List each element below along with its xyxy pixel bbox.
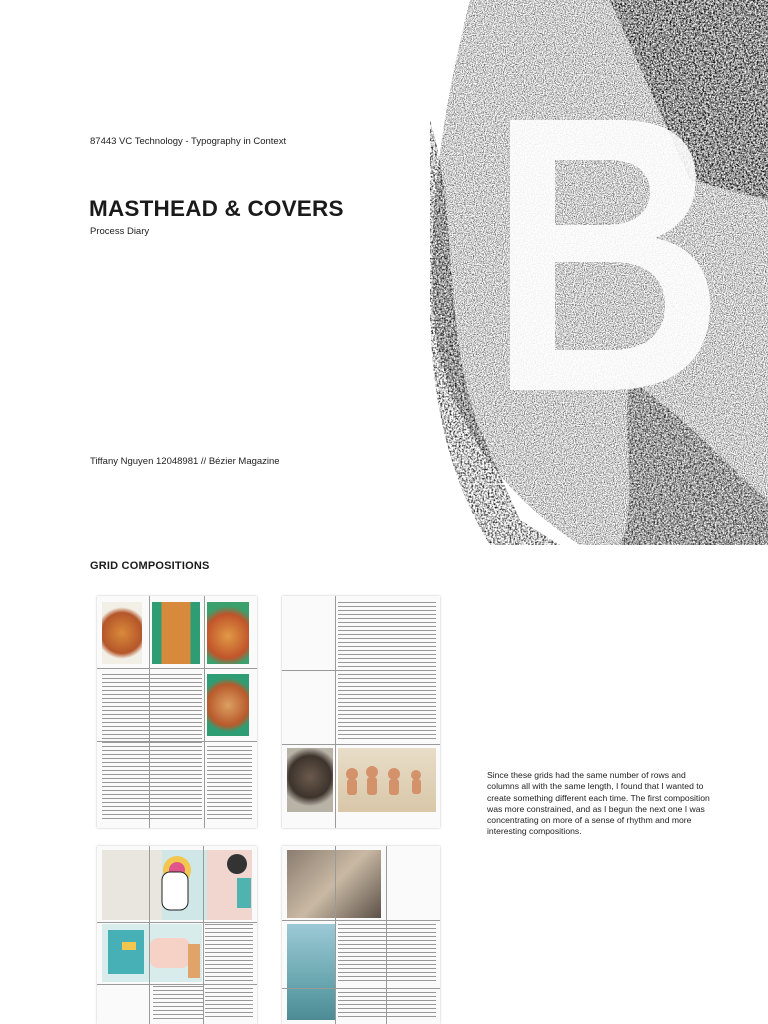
grid-composition-4: [282, 846, 440, 1024]
body-text-block: [207, 746, 252, 822]
stationery-photo: [102, 850, 252, 920]
body-text-block: [102, 674, 202, 822]
figurines-photo: [338, 748, 436, 812]
grid-composition-1: [97, 596, 257, 828]
stationery-shapes: [102, 850, 252, 920]
food-photo: [207, 602, 249, 664]
cards-shapes: [102, 924, 202, 982]
food-photo: [152, 602, 200, 664]
body-text-block: [153, 986, 203, 1020]
body-text-block: [205, 924, 253, 1020]
food-photo: [207, 674, 249, 736]
body-text-block: [338, 920, 436, 982]
water-photo: [287, 924, 335, 1020]
food-photo: [102, 602, 142, 664]
cards-photo: [102, 924, 202, 982]
figurine-shapes: [338, 748, 436, 812]
section-heading: GRID COMPOSITIONS: [90, 560, 210, 572]
object-photo: [287, 748, 333, 812]
course-code: 87443 VC Technology - Typography in Context: [90, 136, 287, 147]
ink-print-artwork: [430, 0, 768, 545]
page-title: MASTHEAD & COVERS: [89, 196, 344, 221]
grid-composition-2: [282, 596, 440, 828]
ink-print-b-graphic: [430, 0, 768, 545]
grid-composition-3: [97, 846, 257, 1024]
author-line: Tiffany Nguyen 12048981 // Bézier Magazine: [90, 456, 280, 467]
body-text-block: [338, 602, 436, 740]
process-note: Since these grids had the same number of rows and columns all with the same length, I found that I wanted to create something different each time. The first composition was more constrained, and as I begun the next one I was concentrating on more of a sense of rhythm and more interesting compositions.: [487, 770, 710, 837]
page-subtitle: Process Diary: [90, 226, 150, 237]
body-text-block: [338, 992, 436, 1020]
kitchen-tools-photo: [287, 850, 381, 918]
